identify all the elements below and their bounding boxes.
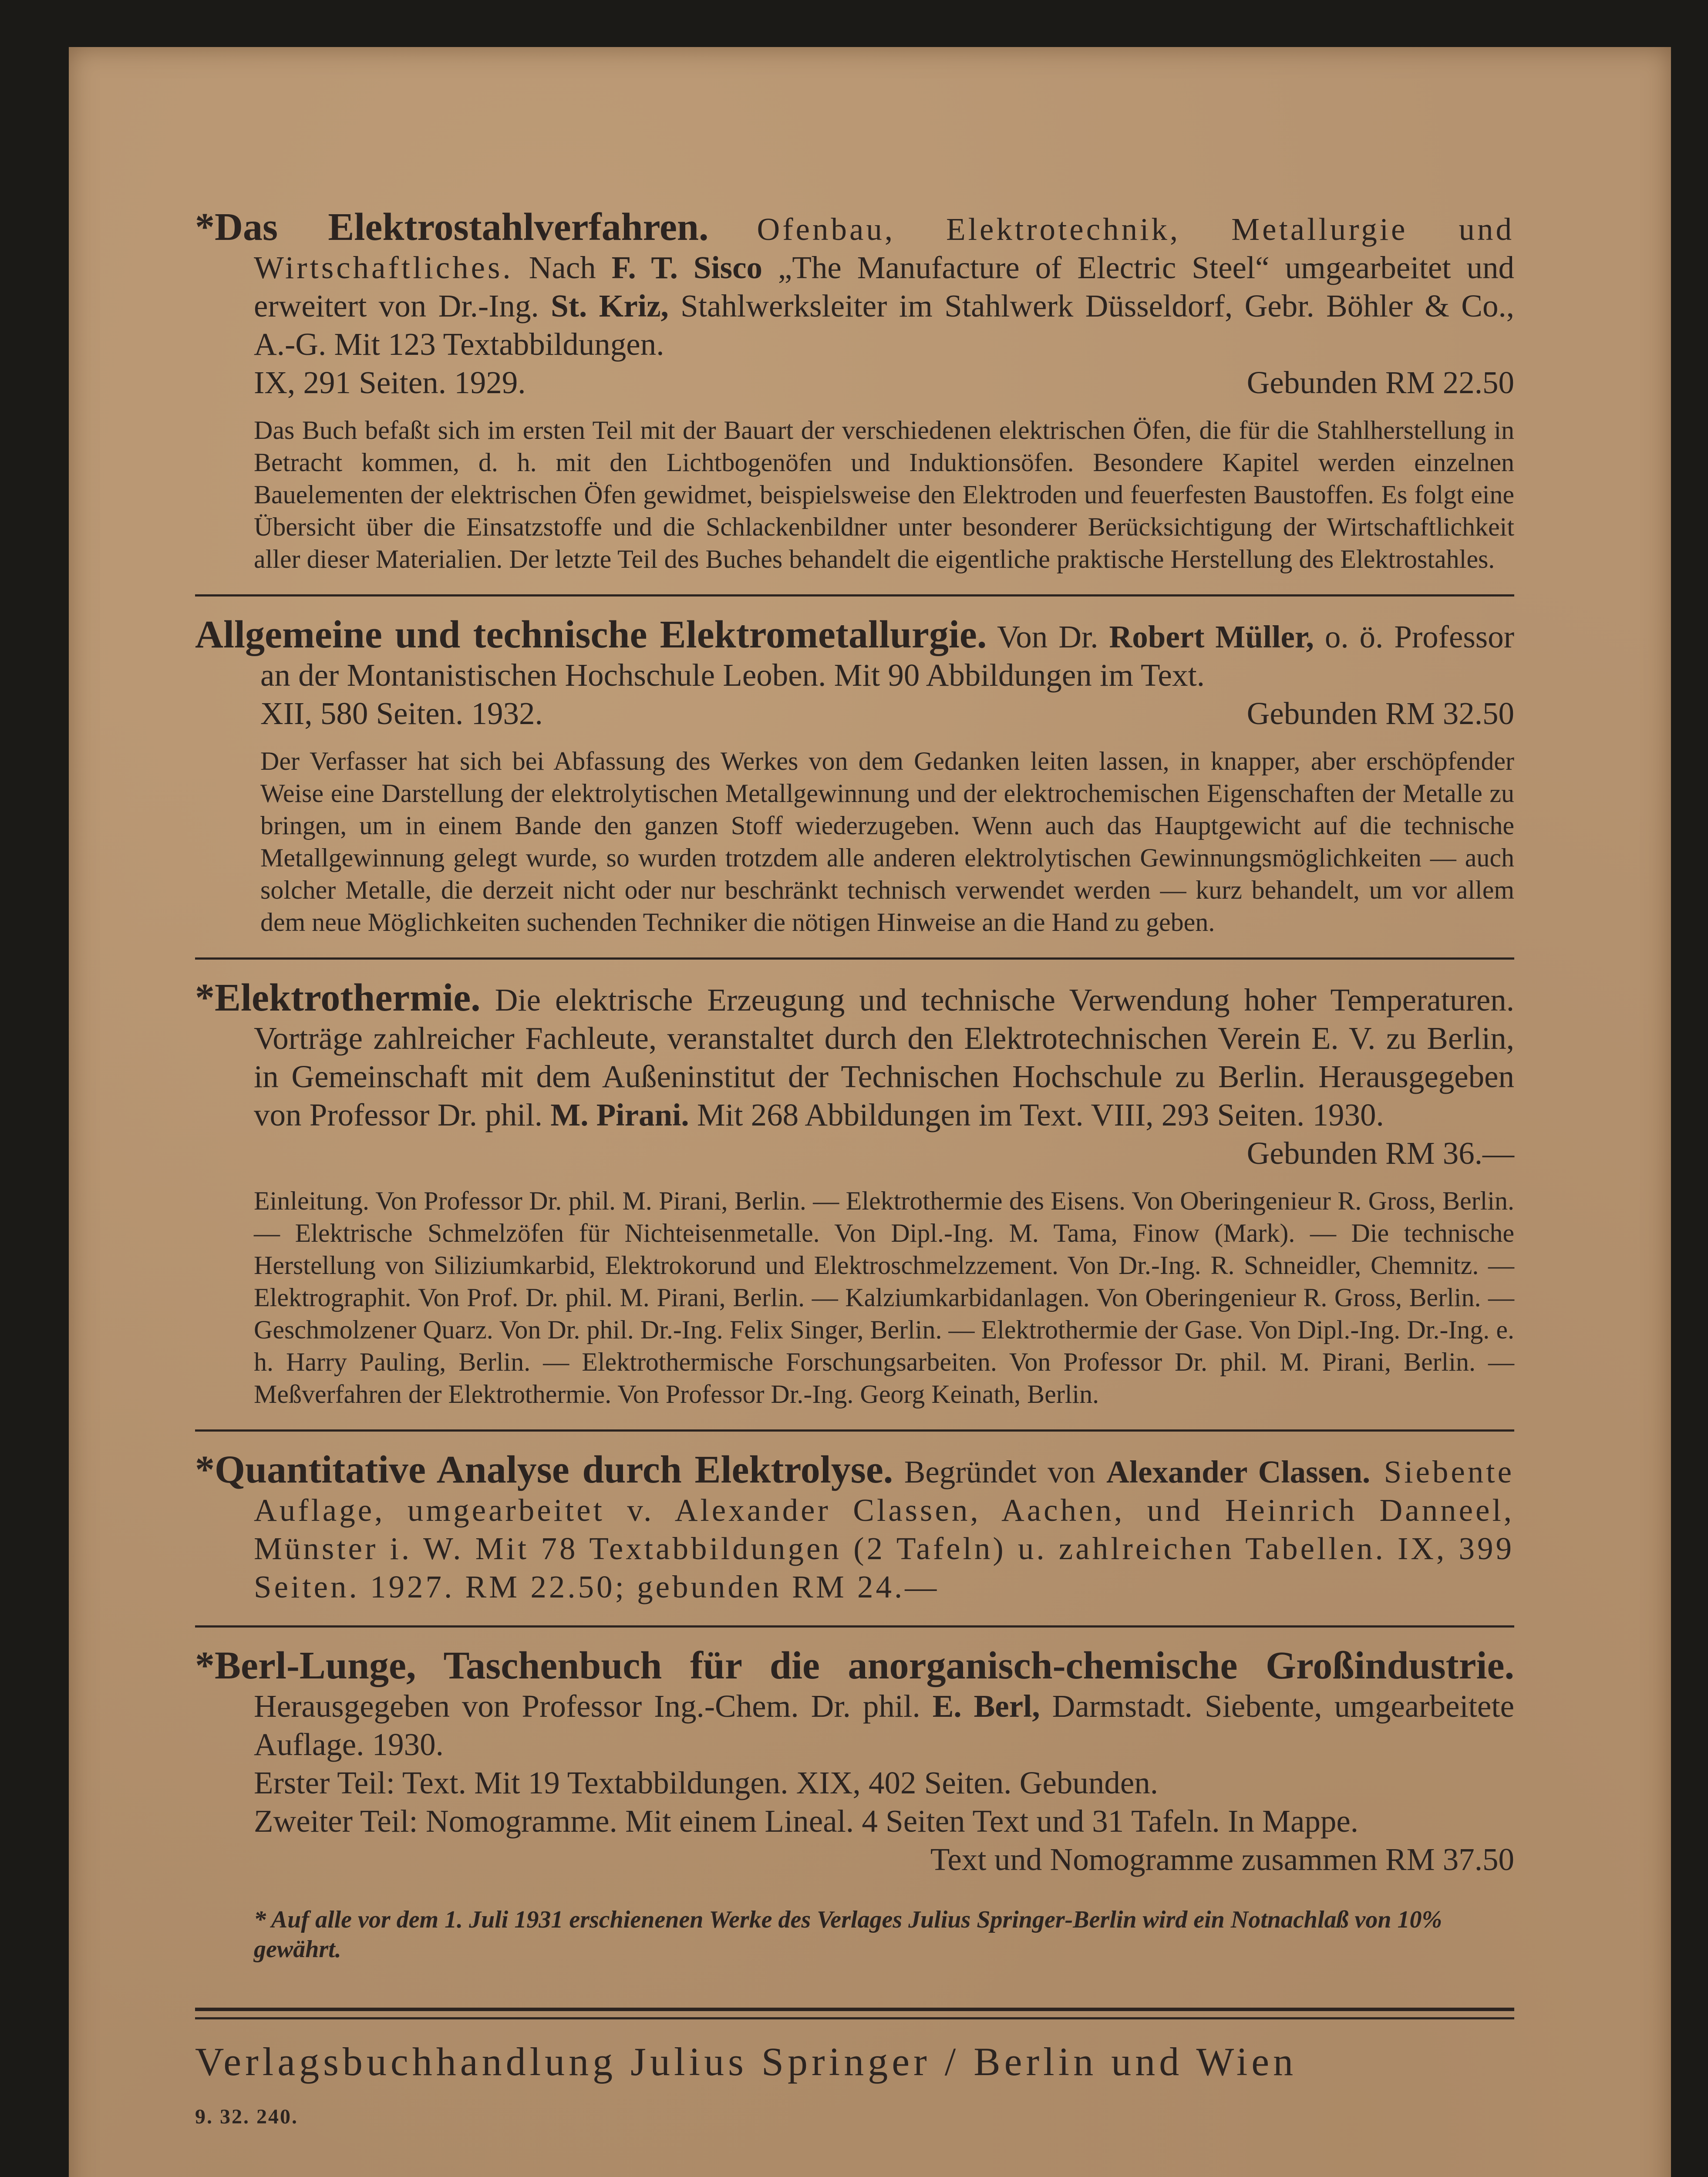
entry-description: Einleitung. Von Professor Dr. phil. M. Pirani, Berlin. — Elektrothermie des Eisens. Von Oberingenieur R. Gross, Berlin. — Elektrische Schmelzöfen für Nichteisenmetalle. Von Dipl.-Ing. M. Tama, Finow (Mark). — Die technische Herstellung von Siliziumkarbid, Elektrokorund und Elektroschmelzzement. Von Dr.-Ing. R. Schneidler, Chemnitz. — Elektrographit. Von Prof. Dr. phil. M. Pirani, Berlin. — Kalziumkarbidanlagen. Von Oberingenieur R. Gross, Berlin. — Geschmolzener Quarz. Von Dr. phil. Dr.-Ing. Felix Singer, Berlin. — Elektrothermie der Gase. Von Dipl.-Ing. Dr.-Ing. e. h. Harry Pauling, Berlin. — Elektrothermische Forschungsarbeiten. Von Professor Dr. phil. M. Pirani, Berlin. — Meßverfahren der Elektrothermie. Von Professor Dr.-Ing. Georg Keinath, Berlin. [254,1186,1514,1409]
double-divider [195,2008,1514,2019]
entry-text: Siebente Auflage, umgearbeitet v. Alexander Classen, Aachen, und Heinrich Danneel, Münster i. W. Mit 78 Textabbildungen (2 Tafeln) u. zahlreichen Tabellen. IX, 399 Seiten. 1927. RM 22.50; gebunden RM 24.— [254,1454,1514,1604]
entry-price: Gebunden RM 36.— [1246,1136,1514,1171]
entry-author: F. T. Sisco [611,250,762,285]
entry-text: Mit 268 Abbildungen im Text. VIII, 293 Seiten. 1930. [689,1097,1384,1132]
entry-heading [195,208,1514,364]
entry-price: Text und Nomogramme zusammen RM 37.50 [930,1842,1514,1877]
entry-text: Die elektrische Erzeugung und technische Verwendung hoher Temperaturen. Vorträge zahlreicher Fachleute, veranstaltet durch den Elektrotechnischen Verein E. V. zu Berlin, in Gemeinschaft mit dem Außeninstitut der Technischen Hochschule zu Berlin. Herausgegeben von Professor Dr. phil. [254,982,1514,1132]
page [69,47,1671,2177]
entry-text: Herausgegeben von Professor Ing.-Chem. Dr. phil. [254,1688,933,1724]
entry-text: „The Manufacture of Electric Steel“ umgearbeitet und erweitert von Dr.-Ing. [254,250,1514,324]
entry-text: Darmstadt. Siebente, umgearbeitete Auflage. 1930. [254,1688,1515,1762]
entry-author: E. Berl, [932,1688,1040,1724]
catalog-list [195,208,1514,2129]
entry-price: Gebunden RM 22.50 [1246,365,1514,400]
entry-heading [195,1448,1514,1606]
entry-title: *Berl-Lunge, Taschenbuch für die anorganisch-chemische Großindustrie. [195,1644,1514,1687]
entry-author: Alexander Classen. [1106,1454,1371,1490]
catalog-entry-berl-lunge [195,1628,1514,1879]
entry-author: M. Pirani. [550,1097,689,1132]
entry-author: St. Kriz, [551,288,669,324]
entry-heading [195,1644,1515,1764]
entry-title: *Elektrothermie. [195,976,481,1019]
entry-subtitle: Ofenbau, Elektrotechnik, Metallurgie und Wirtschaftliches. [254,212,1514,285]
entry-title: Allgemeine und technische Elektrometallurgie. [195,613,987,656]
entry-part-two: Zweiter Teil: Nomogramme. Mit einem Lineal. 4 Seiten Text und 31 Tafeln. In Mappe. [254,1803,1359,1839]
catalog-entry-elektrometallurgie [195,596,1514,960]
catalog-entry-quantitative-analyse [195,1432,1514,1628]
entry-heading [195,613,1515,694]
entry-title: *Das Elektrostahlverfahren. [195,206,709,249]
entry-pub-line [195,364,1514,402]
entry-text: Nach [513,250,612,285]
catalog-entry-elektrothermie [195,960,1514,1432]
entry-pub-info: XII, 580 Seiten. 1932. [260,696,543,731]
entry-text: o. ö. Professor an der Montanistischen Hochschule Leoben. Mit 90 Abbildungen im Text. [260,619,1515,693]
print-code: 9. 32. 240. [195,2105,298,2128]
entry-heading [195,976,1514,1134]
entry-description: Das Buch befaßt sich im ersten Teil mit der Bauart der verschiedenen elektrischen Öfen, die für die Stahlherstellung in Betracht kommen, d. h. mit den Lichtbogenöfen und Induktionsöfen. Besondere Kapitel werden einzelnen Bauelementen der elektrischen Öfen gewidmet, beispielsweise den Elektroden und feuerfesten Baustoffen. Es folgt eine Übersicht über die Einsatzstoffe und die Schlackenbildner unter besonderer Berücksichtigung der Wirtschaftlichkeit aller dieser Materialien. Der letzte Teil des Buches behandelt die eigentliche praktische Herstellung des Elektrostahles. [254,416,1514,573]
entry-description: Der Verfasser hat sich bei Abfassung des Werkes von dem Gedanken leiten lassen, in knapper, aber erschöpfender Weise eine Darstellung der elektrolytischen Metallgewinnung und der elektrochemischen Eigenschaften der Metalle zu bringen, um in einem Bande den ganzen Stoff wiederzugeben. Wenn auch das Hauptgewicht auf die technische Metallgewinnung gelegt wurde, so wurden trotzdem alle anderen elektrolytischen Gewinnungsmöglichkeiten — auch solcher Metalle, die derzeit nicht oder nur beschränkt technisch verwendet werden — kurz behandelt, um vor allem dem neue Möglichkeiten suchenden Techniker die nötigen Hinweise an die Hand zu geben. [260,747,1514,937]
entry-title: *Quantitative Analyse durch Elektrolyse. [195,1448,893,1491]
entry-pub-line [195,694,1514,733]
publisher-imprint: Verlagsbuchhandlung Julius Springer / Berlin und Wien [195,2039,1297,2084]
catalog-entry-elektrostahlverfahren [195,208,1514,596]
footnote: * Auf alle vor dem 1. Juli 1931 erschienenen Werke des Verlages Julius Springer-Berlin wird ein Notnachlaß von 10% gewährt. [254,1906,1442,1963]
entry-text: Begründet von [893,1454,1107,1490]
entry-author: Robert Müller, [1109,619,1314,654]
entry-text: Stahlwerksleiter im Stahlwerk Düsseldorf, Gebr. Böhler & Co., A.-G. Mit 123 Textabbildungen. [254,288,1514,362]
entry-price: Gebunden RM 32.50 [1246,696,1514,731]
entry-part-one: Erster Teil: Text. Mit 19 Textabbildungen. XIX, 402 Seiten. Gebunden. [254,1765,1159,1800]
entry-pub-info: IX, 291 Seiten. 1929. [254,365,526,400]
entry-text: Von Dr. [987,619,1109,654]
